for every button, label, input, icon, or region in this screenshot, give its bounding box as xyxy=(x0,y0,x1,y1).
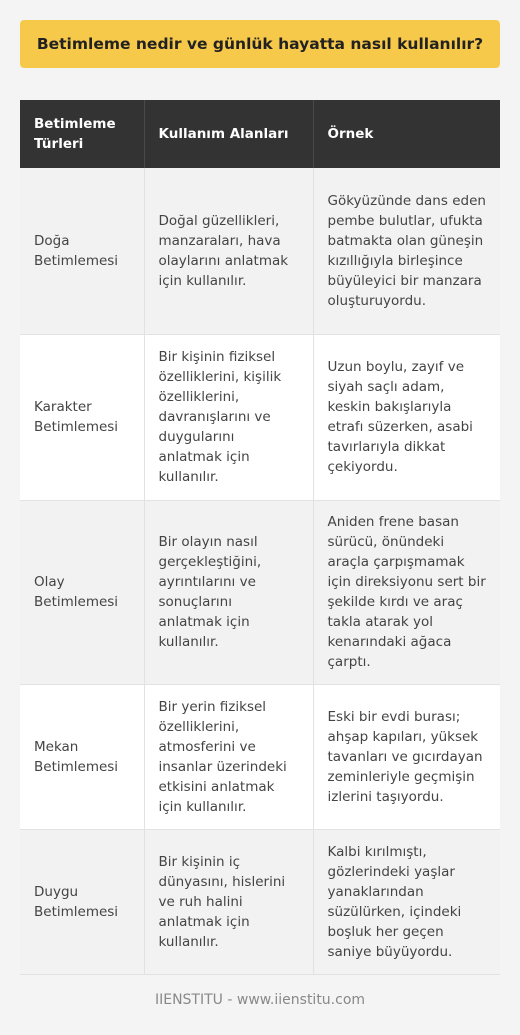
example-cell: Aniden frene basan sürücü, önündeki araçla çarpışmamak için direksiyonu sert bir şekilde kırdı ve araç takla atarak yol kenarındaki ağaca çarptı. xyxy=(313,500,500,684)
table-header-row xyxy=(20,100,500,168)
type-cell: Duygu Betimlemesi xyxy=(20,829,144,974)
type-cell: Karakter Betimlemesi xyxy=(20,334,144,500)
column-header-example: Örnek xyxy=(313,100,500,168)
table-row xyxy=(20,334,500,500)
example-cell: Eski bir evdi burası; ahşap kapıları, yüksek tavanları ve gıcırdayan zeminleriyle geçmişin izlerini taşıyordu. xyxy=(313,684,500,829)
table-row xyxy=(20,829,500,974)
example-cell: Gökyüzünde dans eden pembe bulutlar, ufukta batmakta olan güneşin kızıllığıyla birleşince büyüleyici bir manzara oluşturuyordu. xyxy=(313,168,500,334)
page-title: Betimleme nedir ve günlük hayatta nasıl kullanılır? xyxy=(20,20,500,68)
usage-cell: Bir yerin fiziksel özelliklerini, atmosferini ve insanlar üzerindeki etkisini anlatmak için kullanılır. xyxy=(144,684,313,829)
usage-cell: Doğal güzellikleri, manzaraları, hava olaylarını anlatmak için kullanılır. xyxy=(144,168,313,334)
column-header-usage: Kullanım Alanları xyxy=(144,100,313,168)
usage-cell: Bir kişinin fiziksel özelliklerini, kişilik özelliklerini, davranışlarını ve duygularını anlatmak için kullanılır. xyxy=(144,334,313,500)
betimleme-table xyxy=(20,100,500,975)
usage-cell: Bir olayın nasıl gerçekleştiğini, ayrıntılarını ve sonuçlarını anlatmak için kullanılır. xyxy=(144,500,313,684)
usage-cell: Bir kişinin iç dünyasını, hislerini ve ruh halini anlatmak için kullanılır. xyxy=(144,829,313,974)
example-cell: Kalbi kırılmıştı, gözlerindeki yaşlar yanaklarından süzülürken, içindeki boşluk her geçen saniye büyüyordu. xyxy=(313,829,500,974)
table-row xyxy=(20,168,500,334)
footer-credit: IIENSTITU - www.iienstitu.com xyxy=(154,992,366,1008)
table-row xyxy=(20,500,500,684)
type-cell: Doğa Betimlemesi xyxy=(20,168,144,334)
column-header-types: Betimleme Türleri xyxy=(20,100,144,168)
example-cell: Uzun boylu, zayıf ve siyah saçlı adam, keskin bakışlarıyla etrafı süzerken, asabi tavırlarıyla dikkat çekiyordu. xyxy=(313,334,500,500)
type-cell: Olay Betimlemesi xyxy=(20,500,144,684)
table-row xyxy=(20,684,500,829)
type-cell: Mekan Betimlemesi xyxy=(20,684,144,829)
